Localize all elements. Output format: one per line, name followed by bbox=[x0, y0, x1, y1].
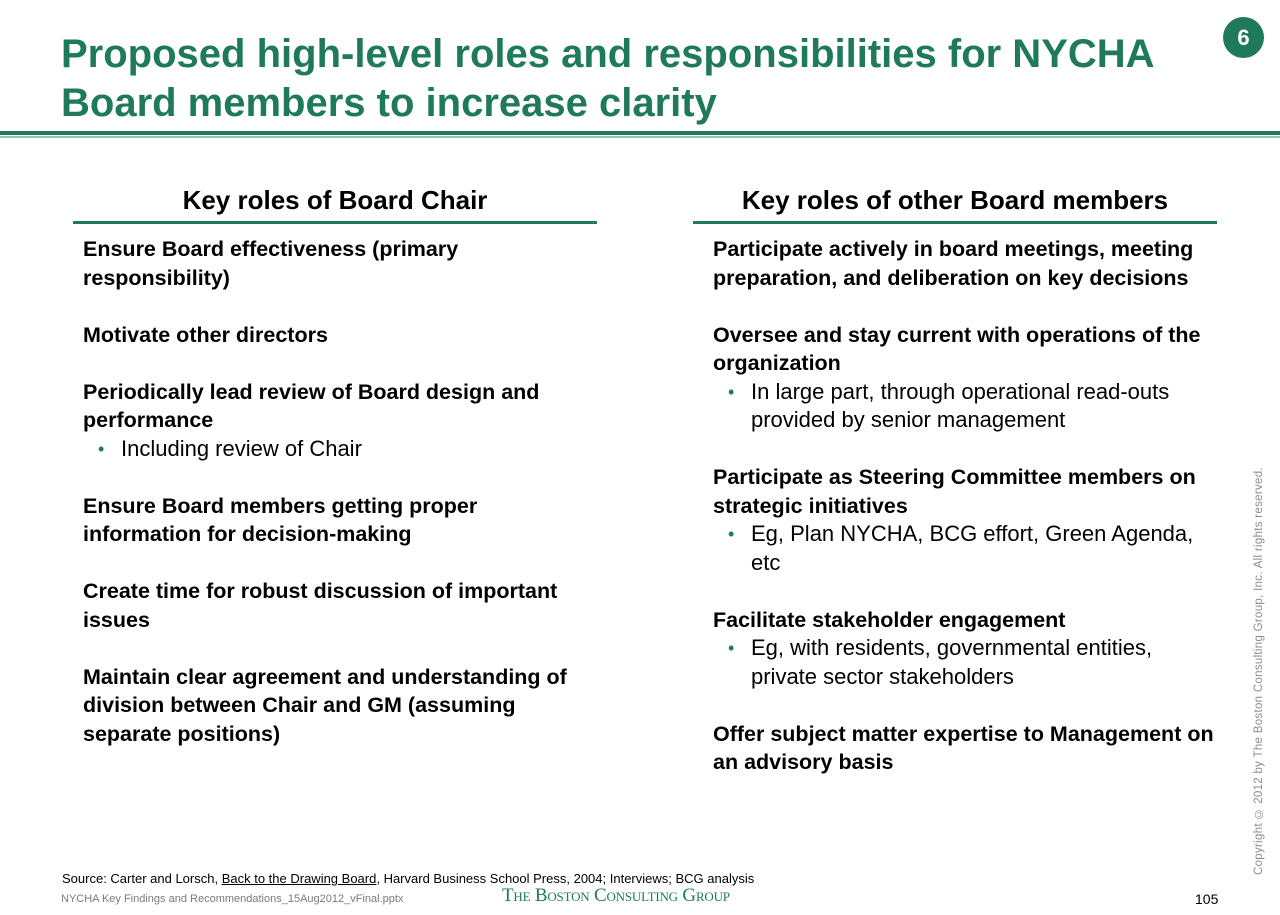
role-subpoint-text: Eg, with residents, governmental entities, private sector stakeholders bbox=[751, 635, 1153, 689]
role-subpoint bbox=[713, 378, 1217, 435]
role-heading: Ensure Board members getting proper information for decision-making bbox=[83, 493, 478, 546]
bullet-icon: • bbox=[728, 381, 735, 402]
bullet-icon: • bbox=[98, 438, 105, 459]
role-item bbox=[83, 378, 597, 464]
role-subpoint bbox=[713, 634, 1217, 691]
role-subpoint bbox=[713, 520, 1217, 577]
role-heading: Periodically lead review of Board design and performance bbox=[83, 379, 540, 432]
role-heading: Participate as Steering Committee members on strategic initiatives bbox=[713, 465, 1196, 518]
role-item bbox=[713, 606, 1217, 692]
role-item bbox=[83, 235, 597, 292]
column-body bbox=[73, 224, 597, 748]
column-board-members bbox=[693, 180, 1217, 805]
role-heading: Motivate other directors bbox=[83, 322, 328, 347]
role-heading: Offer subject matter expertise to Management on an advisory basis bbox=[713, 721, 1214, 774]
role-item bbox=[83, 321, 597, 350]
role-heading: Oversee and stay current with operations of the organization bbox=[713, 322, 1201, 375]
bullet-icon: • bbox=[728, 524, 735, 544]
role-heading: Participate actively in board meetings, meeting preparation, and deliberation on key decisions bbox=[713, 237, 1194, 290]
bullet-icon: • bbox=[728, 638, 735, 658]
role-heading: Ensure Board effectiveness (primary responsibility) bbox=[83, 237, 459, 290]
role-item bbox=[83, 492, 597, 549]
role-heading: Maintain clear agreement and understanding of division between Chair and GM (assuming separate positions) bbox=[83, 664, 567, 746]
role-subpoint-text: Eg, Plan NYCHA, BCG effort, Green Agenda, etc bbox=[751, 521, 1194, 575]
role-item bbox=[713, 720, 1217, 777]
file-name: NYCHA Key Findings and Recommendations_15Aug2012_vFinal.pptx bbox=[61, 893, 404, 905]
source-prefix: Source: Carter and Lorsch, bbox=[62, 871, 222, 886]
role-item bbox=[713, 321, 1217, 435]
role-heading: Facilitate stakeholder engagement bbox=[713, 607, 1066, 632]
page-number: 105 bbox=[1195, 891, 1219, 907]
column-board-chair bbox=[73, 180, 597, 777]
role-item bbox=[83, 663, 597, 749]
role-subpoint-text: In large part, through operational read-outs provided by senior management bbox=[751, 378, 1170, 432]
source-suffix: , Harvard Business School Press, 2004; Interviews; BCG analysis bbox=[376, 871, 755, 886]
bcg-logo: The Boston Consulting Group bbox=[502, 885, 730, 906]
title-divider bbox=[0, 131, 1280, 135]
slide-title: Proposed high-level roles and responsibilities for NYCHA Board members to increase clarity bbox=[61, 32, 1154, 125]
role-item bbox=[713, 235, 1217, 292]
copyright-notice: Copyright © 2012 by The Boston Consulting Group, Inc. All rights reserved. bbox=[1253, 467, 1265, 875]
role-item bbox=[83, 577, 597, 634]
page-badge: 6 bbox=[1223, 17, 1264, 58]
role-subpoint bbox=[83, 435, 597, 464]
column-header: Key roles of other Board members bbox=[693, 180, 1217, 224]
column-body bbox=[693, 224, 1217, 777]
role-subpoint-text: Including review of Chair bbox=[121, 435, 362, 461]
source-book-title: Back to the Drawing Board bbox=[221, 871, 377, 886]
role-item bbox=[713, 463, 1217, 577]
title-divider-accent bbox=[0, 136, 1280, 138]
column-header: Key roles of Board Chair bbox=[73, 180, 597, 224]
role-heading: Create time for robust discussion of important issues bbox=[83, 579, 558, 632]
